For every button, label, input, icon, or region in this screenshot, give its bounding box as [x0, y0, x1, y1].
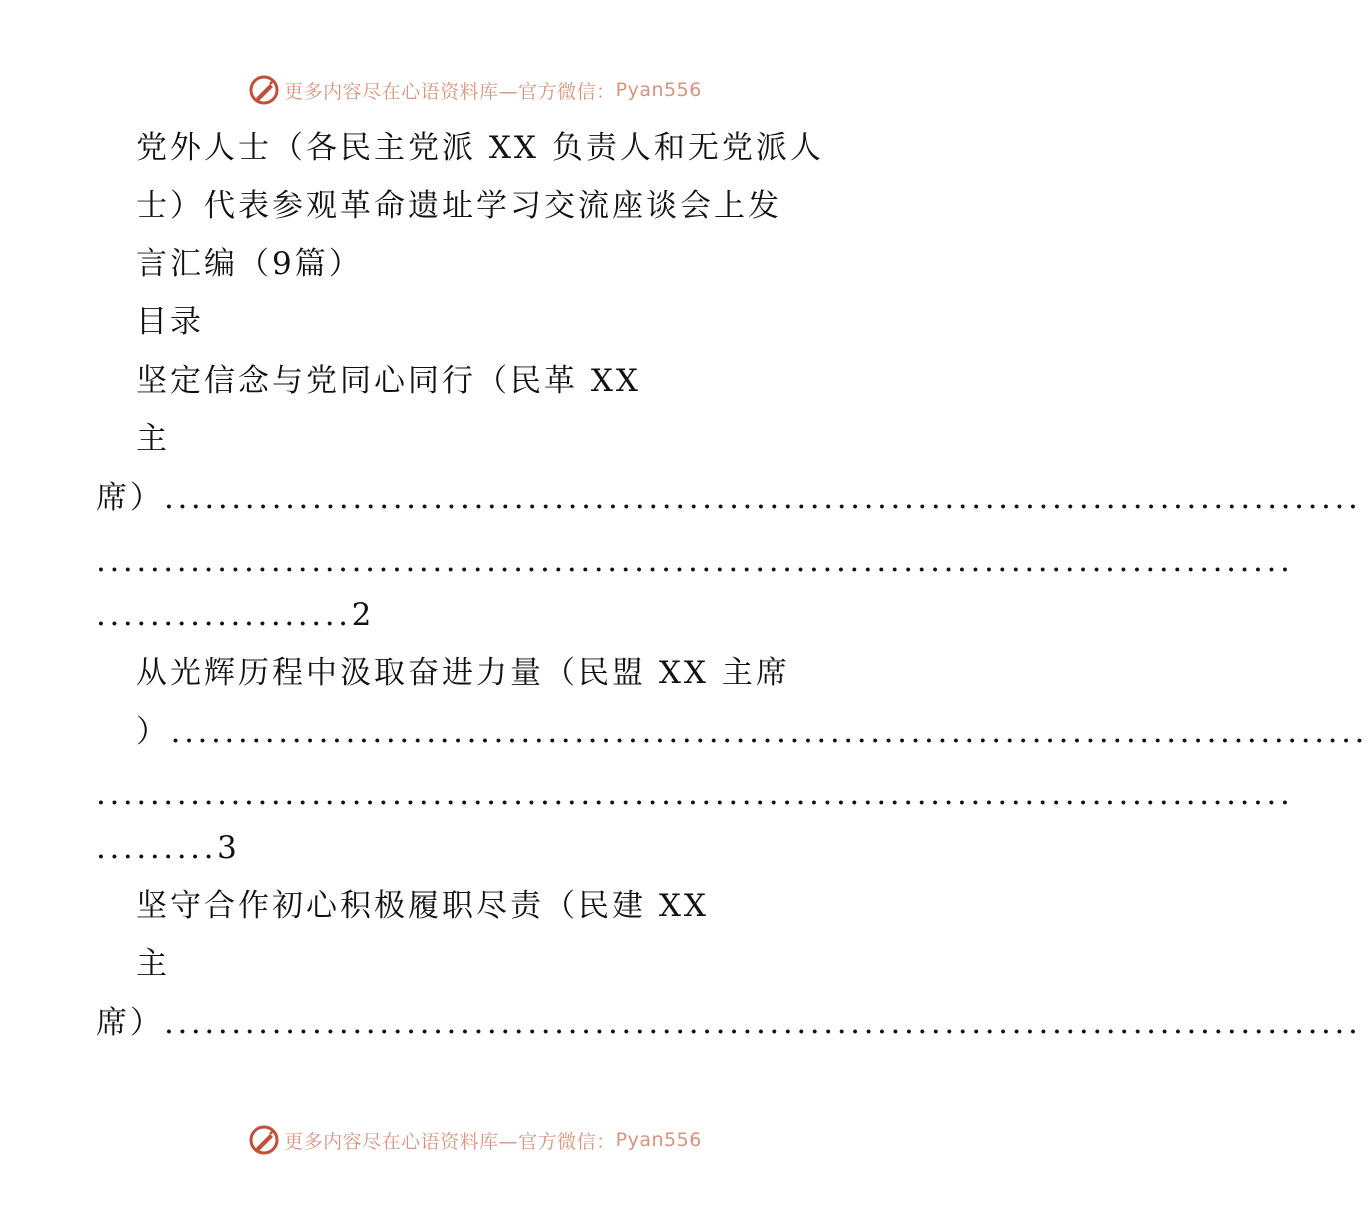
toc-heading: 目录	[136, 304, 204, 340]
watermark-wechat-id: Pyan556	[615, 79, 702, 101]
watermark-text: 更多内容尽在心语资料库—官方微信：	[284, 1130, 616, 1153]
toc-leader-short: .........	[96, 830, 218, 866]
toc-leader: .........................................................................................	[96, 776, 1294, 812]
watermark-wechat-id: Pyan556	[615, 1129, 702, 1151]
toc-entry-2-leader-row-1	[136, 712, 1368, 752]
header-watermark	[0, 70, 950, 110]
pen-logo-icon	[248, 1124, 280, 1156]
toc-entry-3-title: 坚守合作初心积极履职尽责（民建 XX	[136, 888, 709, 924]
toc-entry-1-title: 坚定信念与党同心同行（民革 XX	[136, 363, 641, 399]
toc-entry-2-leader-row-3	[96, 828, 240, 868]
document-title-line-1: 党外人士（各民主党派 XX 负责人和无党派人	[136, 130, 824, 166]
toc-leader: .........................................................................................	[96, 543, 1294, 579]
toc-entry-1-prefix: 席）	[96, 480, 164, 516]
toc-entry-3-leader-row-1	[96, 1003, 1362, 1043]
toc-leader: .........................................................................................	[164, 480, 1362, 516]
toc-entry-1-leader-row-2	[96, 541, 1294, 581]
document-title-line-2: 士）代表参观革命遗址学习交流座谈会上发	[136, 188, 782, 224]
watermark-text: 更多内容尽在心语资料库—官方微信：	[284, 80, 616, 103]
document-title-line-3: 言汇编（9篇）	[136, 246, 363, 282]
toc-entry-3-prefix: 席）	[96, 1005, 164, 1041]
toc-leader: .........................................................................................	[164, 1005, 1362, 1041]
toc-entry-1-leader-row-3	[96, 595, 375, 635]
pen-logo-icon	[248, 74, 280, 106]
footer-watermark	[0, 1120, 950, 1160]
toc-entry-2-leader-row-2	[96, 774, 1294, 814]
toc-entry-3-title-cont: 主	[136, 946, 170, 982]
toc-entry-2-prefix: ）	[136, 714, 171, 750]
toc-leader-short: ...................	[96, 597, 352, 633]
toc-leader: .........................................................................................	[170, 714, 1368, 750]
toc-entry-1-leader-row-1	[96, 478, 1362, 518]
toc-entry-1-title-cont: 主	[136, 421, 170, 457]
toc-entry-2-title: 从光辉历程中汲取奋进力量（民盟 XX 主席	[136, 655, 790, 691]
toc-entry-2-page: 3	[217, 830, 241, 866]
toc-entry-1-page: 2	[351, 597, 375, 633]
